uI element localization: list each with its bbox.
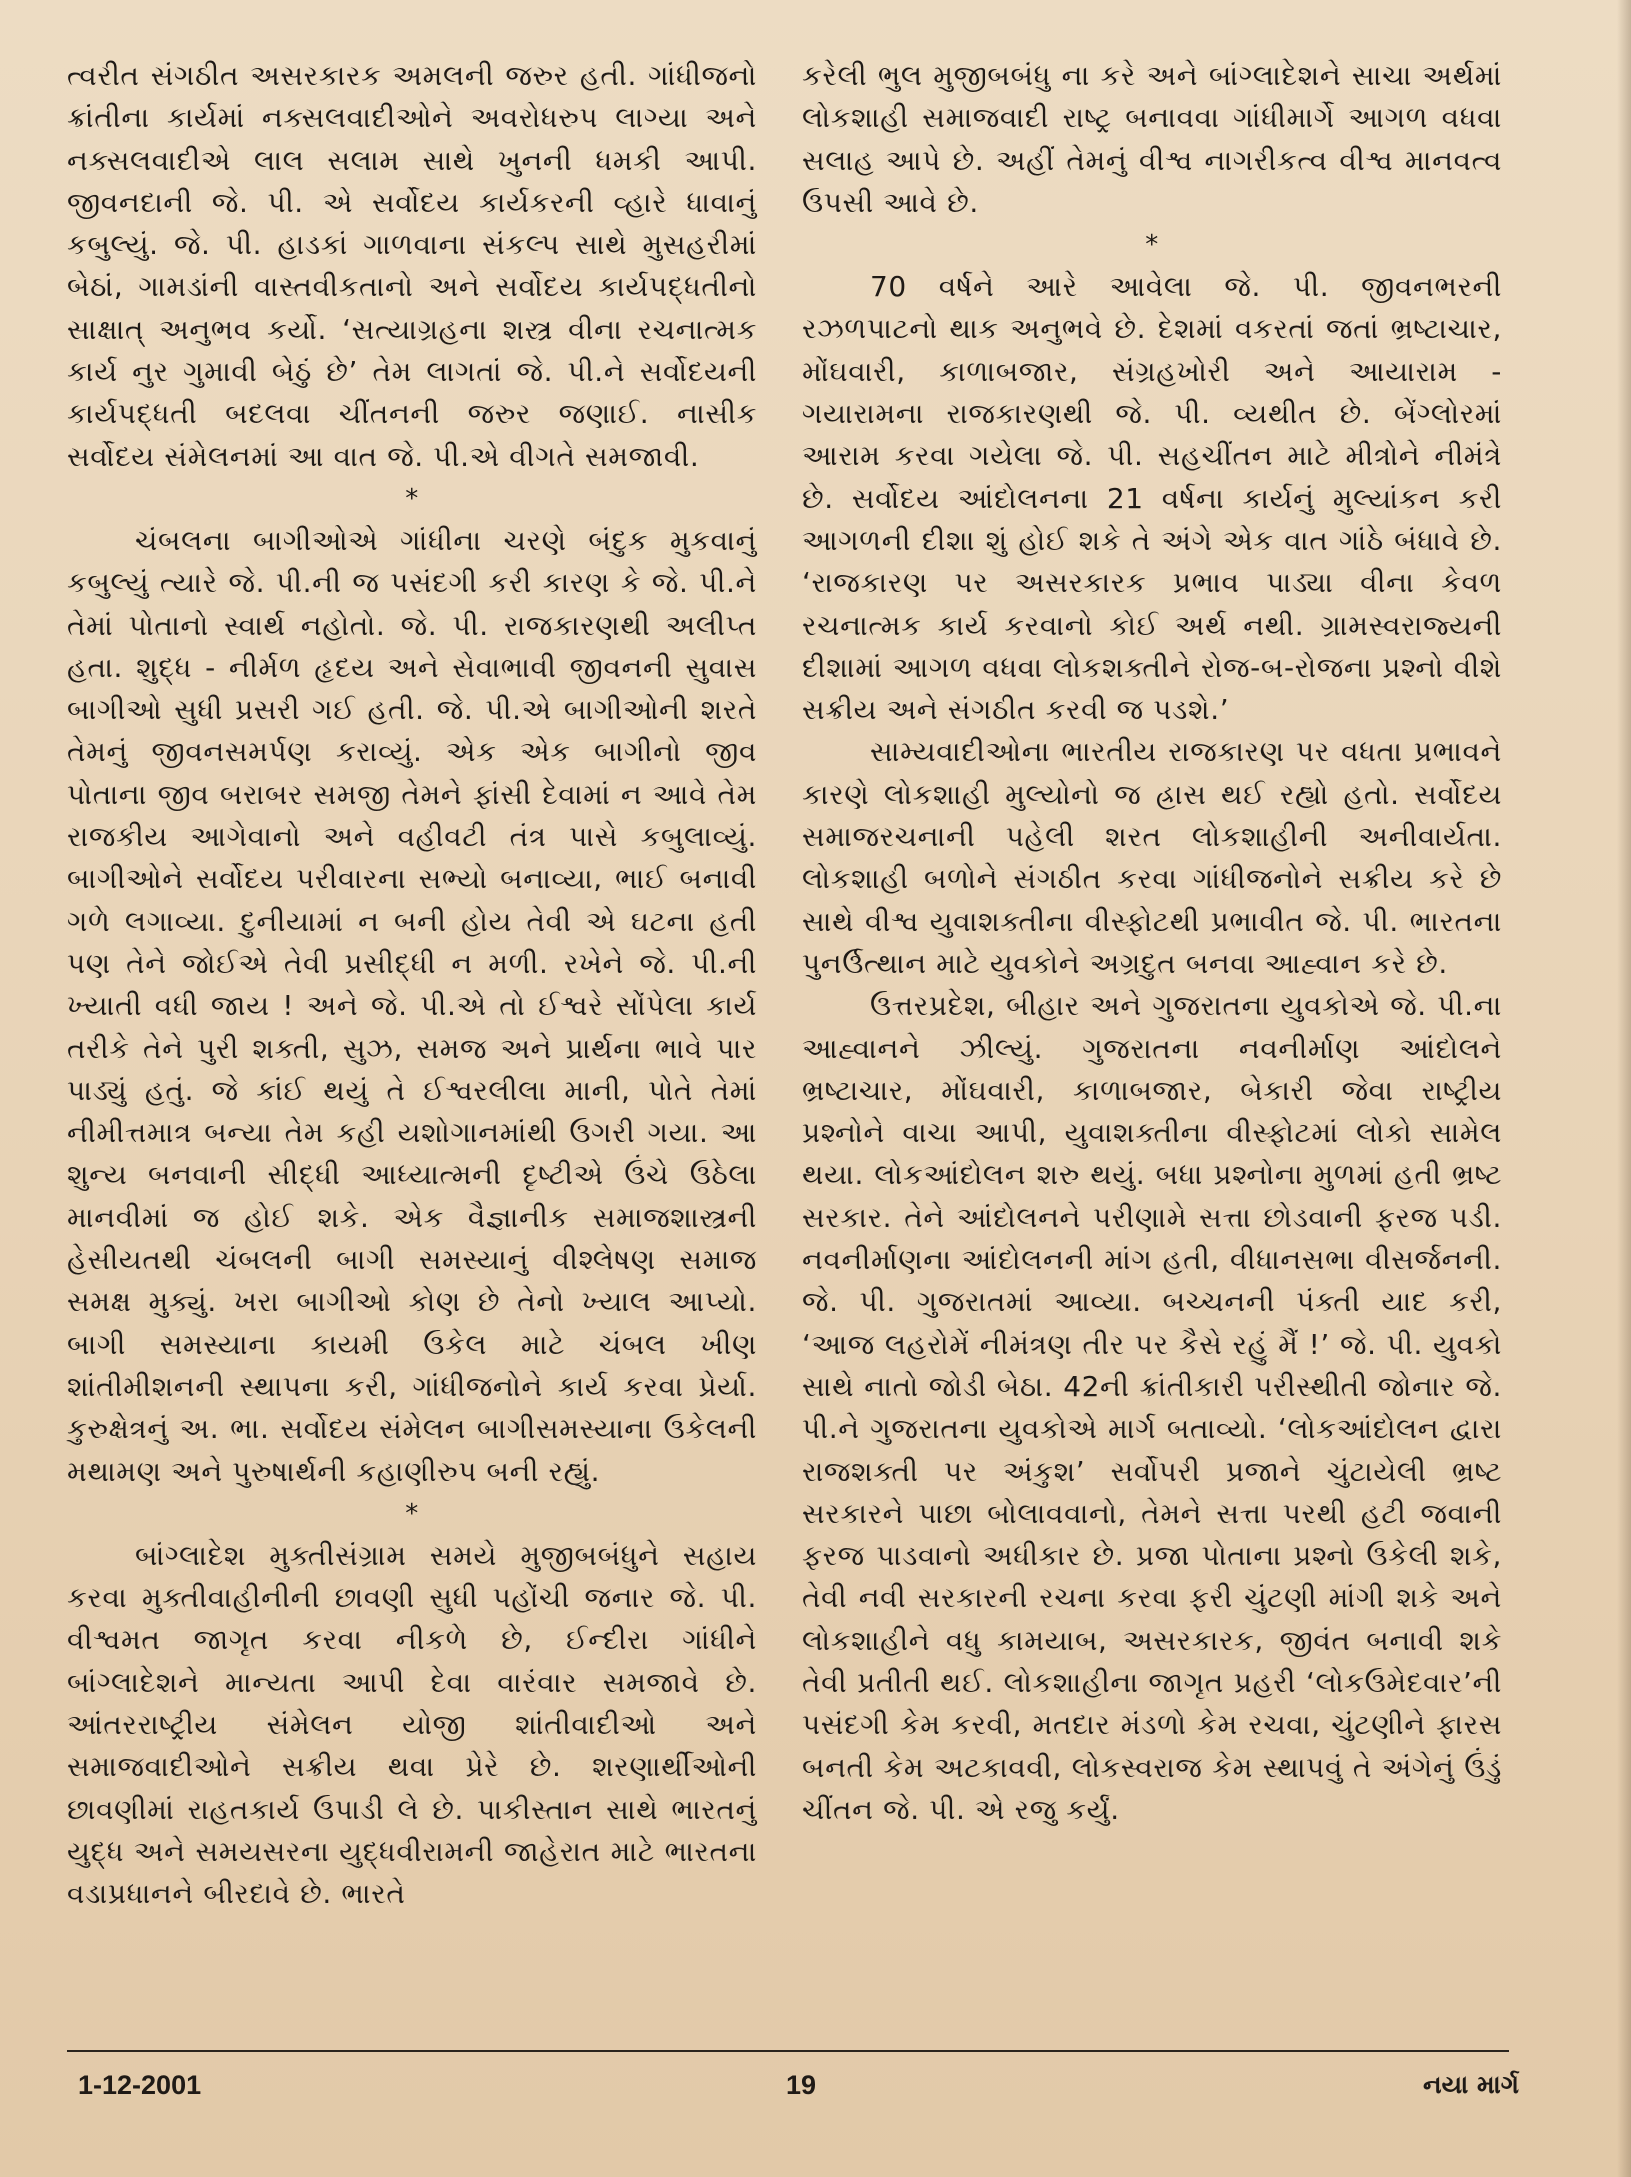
footer-divider-line [67,2050,1509,2052]
right-paragraph-3: સામ્યવાદીઓના ભારતીય રાજકારણ પર વધતા પ્રભાવને કારણે લોકશાહી મુલ્યોનો જ હ્રાસ થઈ રહ્યો હતો. સર્વોદય સમાજરચનાની પહેલી શરત લોકશાહીની અનીવાર્યતા. લોકશાહી બળોને સંગઠીત કરવા ગાંધીજનોને સક્રીય કરે છે સાથે વીશ્વ યુવાશક્તીના વીસ્ફોટથી પ્રભાવીત જે. પી. ભારતના પુનર્ઉત્થાન માટે યુવકોને અગ્રદુત બનવા આહ્વાન કરે છે. [802,735,1502,980]
right-paragraph-1: કરેલી ભુલ મુજીબબંધુ ના કરે અને બાંગ્લાદેશને સાચા અર્થમાં લોકશાહી સમાજવાદી રાષ્ટ્ર બનાવવા ગાંધીમાર્ગે આગળ વધવા સલાહ આપે છે. અહીં તેમનું વીશ્વ નાગરીકત્વ વીશ્વ માનવત્વ ઉપસી આવે છે. [802,59,1502,219]
left-column [67,55,757,1915]
left-paragraph-3: બાંગ્લાદેશ મુક્તીસંગ્રામ સમયે મુજીબબંધુને સહાય કરવા મુક્તીવાહીનીની છાવણી સુધી પહોંચી જનાર જે. પી. વીશ્વમત જાગૃત કરવા નીકળે છે, ઈન્દીરા ગાંધીને બાંગ્લાદેશને માન્યતા આપી દેવા વારંવાર સમજાવે છે. આંતરરાષ્ટ્રીય સંમેલન યોજી શાંતીવાદીઓ અને સમાજવાદીઓને સક્રીય થવા પ્રેરે છે. શરણાર્થીઓની છાવણીમાં રાહતકાર્ય ઉપાડી લે છે. પાકીસ્તાન સાથે ભારતનું યુદ્ધ અને સમયસરના યુદ્ધવીરામની જાહેરાત માટે ભારતના વડાપ્રધાનને બીરદાવે છે. ભારતે [67,1538,757,1911]
issue-date: 1-12-2001 [78,2070,202,2100]
right-column [802,55,1502,1831]
section-separator-star: * [1145,230,1159,261]
page-number: 19 [786,2070,817,2100]
section-separator-star: * [405,1498,419,1529]
page-footer [0,2070,1631,2110]
section-separator-star: * [405,483,419,514]
right-paragraph-4: ઉત્તરપ્રદેશ, બીહાર અને ગુજરાતના યુવકોએ જે. પી.ના આહ્વાનને ઝીલ્યું. ગુજરાતના નવનીર્માણ આંદોલને ભ્રષ્ટાચાર, મોંઘવારી, કાળાબજાર, બેકારી જેવા રાષ્ટ્રીય પ્રશ્નોને વાચા આપી, યુવાશક્તીના વીસ્ફોટમાં લોકો સામેલ થયા. લોકઆંદોલન શરુ થયું. બધા પ્રશ્નોના મુળમાં હતી ભ્રષ્ટ સરકાર. તેને આંદોલનને પરીણામે સત્તા છોડવાની ફરજ પડી. નવનીર્માણના આંદોલનની માંગ હતી, વીધાનસભા વીસર્જનની. જે. પી. ગુજરાતમાં આવ્યા. બચ્ચનની પંક્તી યાદ કરી, ‘આજ લહરોમેં નીમંત્રણ તીર પર કૈસે રહું મૈં !’ જે. પી. યુવકો સાથે નાતો જોડી બેઠા. 42ની ક્રાંતીકારી પરીસ્થીતી જોનાર જે. પી.ને ગુજરાતના યુવકોએ માર્ગ બતાવ્યો. ‘લોકઆંદોલન દ્વારા રાજશક્તી પર અંકુશ’ સર્વોપરી પ્રજાને ચુંટાયેલી ભ્રષ્ટ સરકારને પાછા બોલાવવાનો, તેમને સત્તા પરથી હટી જવાની ફરજ પાડવાનો અધીકાર છે. પ્રજા પોતાના પ્રશ્નો ઉકેલી શકે, તેવી નવી સરકારની રચના કરવા ફરી ચુંટણી માંગી શકે અને લોકશાહીને વધુ કામયાબ, અસરકારક, જીવંત બનાવી શકે તેવી પ્રતીતી થઈ. લોકશાહીના જાગૃત પ્રહરી ‘લોકઉમેદવાર’ની પસંદગી કેમ કરવી, મતદાર મંડળો કેમ રચવા, ચુંટણીને ફારસ બનતી કેમ અટકાવવી, લોકસ્વરાજ કેમ સ્થાપવું તે અંગેનું ઉંડું ચીંતન જે. પી. એ રજુ કર્યું. [802,989,1502,1826]
right-paragraph-2: 70 વર્ષને આરે આવેલા જે. પી. જીવનભરની રઝળપાટનો થાક અનુભવે છે. દેશમાં વકરતાં જતાં ભ્રષ્ટાચાર, મોંઘવારી, કાળાબજાર, સંગ્રહખોરી અને આયારામ - ગયારામના રાજકારણથી જે. પી. વ્યથીત છે. બેંગ્લોરમાં આરામ કરવા ગયેલા જે. પી. સહચીંતન માટે મીત્રોને નીમંત્રે છે. સર્વોદય આંદોલનના 21 વર્ષના કાર્યનું મુલ્યાંકન કરી આગળની દીશા શું હોઈ શકે તે અંગે એક વાત ગાંઠે બંધાવે છે. ‘રાજકારણ પર અસરકારક પ્રભાવ પાડ્યા વીના કેવળ રચનાત્મક કાર્ય કરવાનો કોઈ અર્થ નથી. ગ્રામસ્વરાજ્યની દીશામાં આગળ વધવા લોકશક્તીને રોજ-બ-રોજના પ્રશ્નો વીશે સક્રીય અને સંગઠીત કરવી જ પડશે.’ [802,270,1502,727]
left-paragraph-1: ત્વરીત સંગઠીત અસરકારક અમલની જરુર હતી. ગાંધીજનો ક્રાંતીના કાર્યમાં નક્સલવાદીઓને અવરોધરુપ લાગ્યા અને નક્સલવાદીએ લાલ સલામ સાથે ખુનની ધમકી આપી. જીવનદાની જે. પી. એ સર્વોદય કાર્યકરની વ્હારે ધાવાનું કબુલ્યું. જે. પી. હાડકાં ગાળવાના સંકલ્પ સાથે મુસહરીમાં બેઠાં, ગામડાંની વાસ્તવીકતાનો અને સર્વોદય કાર્યપદ્ધતીનો સાક્ષાત્ અનુભવ કર્યો. ‘સત્યાગ્રહના શસ્ત્ર વીના રચનાત્મક કાર્ય નુર ગુમાવી બેઠું છે’ તેમ લાગતાં જે. પી.ને સર્વોદયની કાર્યપદ્ધતી બદલવા ચીંતનની જરુર જણાઈ. નાસીક સર્વોદય સંમેલનમાં આ વાત જે. પી.એ વીગતે સમજાવી. [67,59,757,473]
left-paragraph-2: ચંબલના બાગીઓએ ગાંધીના ચરણે બંદુક મુકવાનું કબુલ્યું ત્યારે જે. પી.ની જ પસંદગી કરી કારણ કે જે. પી.ને તેમાં પોતાનો સ્વાર્થ નહોતો. જે. પી. રાજકારણથી અલીપ્ત હતા. શુદ્ધ - નીર્મળ હૃદય અને સેવાભાવી જીવનની સુવાસ બાગીઓ સુધી પ્રસરી ગઈ હતી. જે. પી.એ બાગીઓની શરતે તેમનું જીવનસમર્પણ કરાવ્યું. એક એક બાગીનો જીવ પોતાના જીવ બરાબર સમજી તેમને ફાંસી દેવામાં ન આવે તેમ રાજકીય આગેવાનો અને વહીવટી તંત્ર પાસે કબુલાવ્યું. બાગીઓને સર્વોદય પરીવારના સભ્યો બનાવ્યા, ભાઈ બનાવી ગળે લગાવ્યા. દુનીયામાં ન બની હોય તેવી એ ઘટના હતી પણ તેને જોઈએ તેવી પ્રસીદ્ધી ન મળી. રખેને જે. પી.ની ખ્યાતી વધી જાય ! અને જે. પી.એ તો ઈશ્વરે સોંપેલા કાર્ય તરીકે તેને પુરી શક્તી, સુઝ, સમજ અને પ્રાર્થના ભાવે પાર પાડ્યું હતું. જે કાંઈ થયું તે ઈશ્વરલીલા માની, પોતે તેમાં નીમીત્તમાત્ર બન્યા તેમ કહી યશોગાનમાંથી ઉગરી ગયા. આ શુન્ય બનવાની સીદ્ધી આધ્યાત્મની દૃષ્ટીએ ઉંચે ઉઠેલા માનવીમાં જ હોઈ શકે. એક વૈજ્ઞાનીક સમાજશાસ્ત્રની હેસીયતથી ચંબલની બાગી સમસ્યાનું વીશ્લેષણ સમાજ સમક્ષ મુક્યું. ખરા બાગીઓ કોણ છે તેનો ખ્યાલ આપ્યો. બાગી સમસ્યાના કાયમી ઉકેલ માટે ચંબલ ખીણ શાંતીમીશનની સ્થાપના કરી, ગાંધીજનોને કાર્ય કરવા પ્રેર્યા. કુરુક્ષેત્રનું અ. ભા. સર્વોદય સંમેલન બાગીસમસ્યાના ઉકેલની મથામણ અને પુરુષાર્થની કહાણીરુપ બની રહ્યું. [67,523,757,1488]
magazine-name: નયા માર્ગ [1423,2070,1519,2099]
